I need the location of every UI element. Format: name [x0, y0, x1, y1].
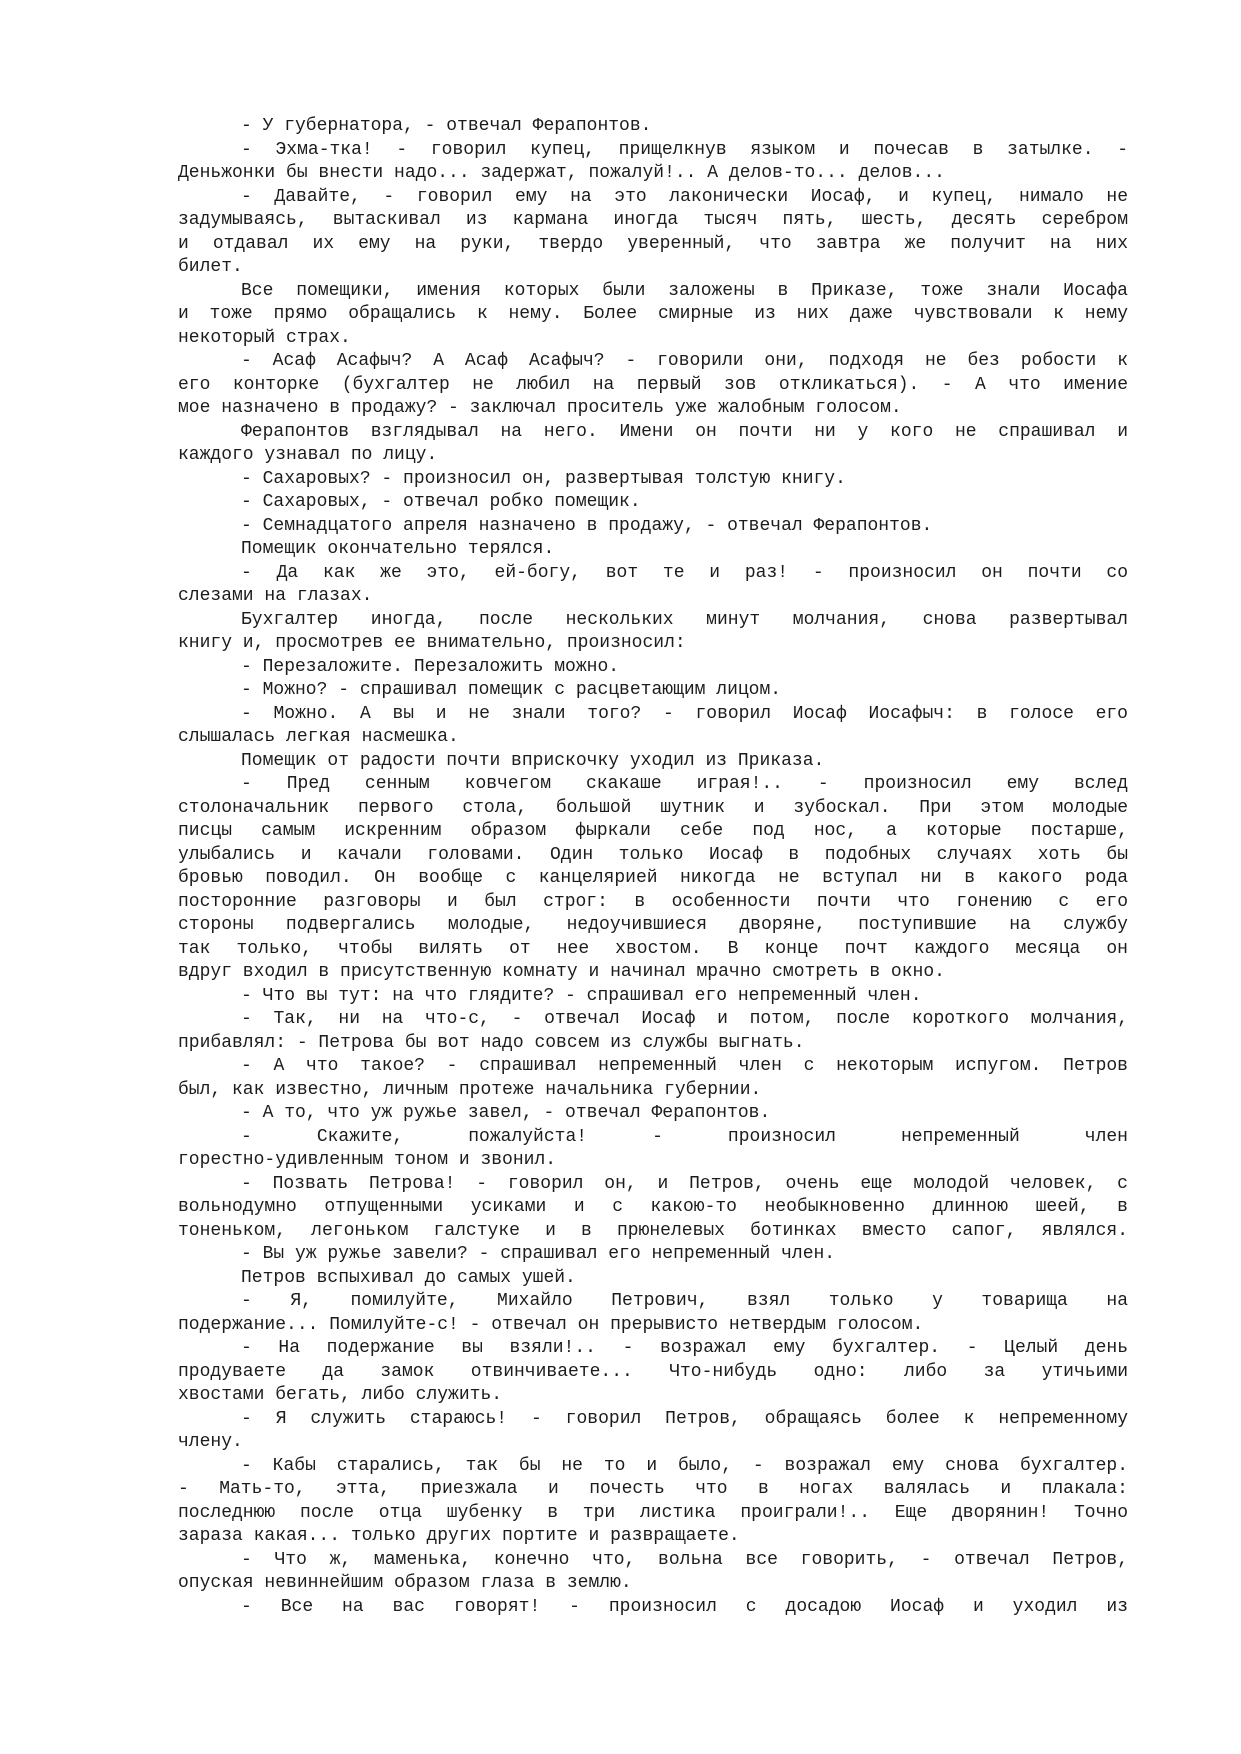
text-line: опуская невиннейшим образом глаза в землю.: [178, 1573, 632, 1593]
text-line: - А то, что уж ружье завел, - отвечал Ферапонтов.: [241, 1103, 771, 1123]
text-line: Бухгалтер иногда, после нескольких минут молчания, снова развертывал: [241, 609, 1128, 630]
text-line: книгу и, просмотрев ее внимательно, произносил:: [178, 633, 686, 653]
text-line: - Я, помилуйте, Михайло Петрович, взял только у товарища на: [241, 1291, 1128, 1311]
text-line: - На подержание вы взяли!.. - возражал ему бухгалтер. - Целый день: [241, 1338, 1128, 1358]
text-line: Петров вспыхивал до самых ушей.: [241, 1267, 576, 1288]
text-line: - Скажите, пожалуйста! - произносил непременный член: [241, 1126, 1128, 1147]
text-line: - Сахаровых? - произносил он, развертывая толстую книгу.: [241, 468, 846, 489]
text-line: - Да как же это, ей-богу, вот те и раз! - произносил он почти со: [241, 562, 1128, 583]
text-line: - Я служить стараюсь! - говорил Петров, обращаясь более к непременному: [241, 1408, 1128, 1429]
text-line: вольнодумно отпущенными усиками и с какою-то необыкновенно длинною шеей, в: [178, 1197, 1128, 1217]
text-line: Ферапонтов взглядывал на него. Имени он почти ни у кого не спрашивал и: [241, 421, 1128, 442]
text-line: мое назначено в продажу? - заключал проситель уже жалобным голосом.: [178, 398, 902, 418]
text-line: - Мать-то, этта, приезжала и почесть что в ногах валялась и плакала:: [178, 1479, 1128, 1499]
text-line: - Вы уж ружье завели? - спрашивал его непременный член.: [241, 1244, 836, 1264]
text-line: зараза какая... только других портите и развращаете.: [178, 1526, 740, 1546]
text-line: слезами на глазах.: [178, 586, 373, 606]
text-line: - А что такое? - спрашивал непременный член с некоторым испугом. Петров: [241, 1056, 1128, 1076]
text-line: - Можно. А вы и не знали того? - говорил Иосаф Иосафыч: в голосе его: [241, 703, 1128, 724]
text-line: - Что вы тут: на что глядите? - спрашивал его непременный член.: [241, 985, 922, 1006]
text-line: его конторке (бухгалтер не любил на первый зов откликаться). - А что имение: [178, 374, 1128, 395]
text-line: некоторый страх.: [178, 327, 351, 348]
text-line: - Асаф Асафыч? А Асаф Асафыч? - говорили они, подходя не без робости к: [241, 351, 1128, 371]
text-line: Помещик окончательно терялся.: [241, 539, 555, 559]
text-line: - Можно? - спрашивал помещик с расцветающим лицом.: [241, 680, 782, 700]
text-line: - У губернатора, - отвечал Ферапонтов.: [241, 116, 652, 136]
text-line: слышалась легкая насмешка.: [178, 727, 459, 747]
text-line: - Перезаложите. Перезаложить можно.: [241, 656, 620, 677]
text-line: продуваете да замок отвинчиваете... Что-нибудь одно: либо за утичьими: [178, 1361, 1128, 1382]
text-line: задумываясь, вытаскивал из кармана иногда тысяч пять, шесть, десять серебром: [178, 210, 1128, 230]
text-line: улыбались и качали головами. Один только Иосаф в подобных случаях хоть бы: [178, 844, 1128, 865]
text-line: - Сахаровых, - отвечал робко помещик.: [241, 492, 641, 512]
text-line: члену.: [178, 1432, 243, 1452]
text-line: вдруг входил в присутственную комнату и начинал мрачно смотреть в окно.: [178, 962, 945, 982]
text-line: горестно-удивленным тоном и звонил.: [178, 1150, 557, 1170]
text-line: - Семнадцатого апреля назначено в продажу, - отвечал Ферапонтов.: [241, 515, 933, 536]
text-line: - Кабы старались, так бы не то и было, - возражал ему снова бухгалтер.: [241, 1455, 1128, 1476]
text-line: - Эхма-тка! - говорил купец, прищелкнув языком и почесав в затылке. -: [241, 139, 1128, 160]
text-line: хвостами бегать, либо служить.: [178, 1385, 503, 1405]
text-line: и тоже прямо обращались к нему. Более смирные из них даже чувствовали к нему: [178, 304, 1128, 324]
text-line: тоненьком, легоньком галстуке и в прюнелевых ботинках вместо сапог, являлся.: [178, 1220, 1128, 1241]
document-body-text: [178, 115, 1128, 1619]
text-line: стороны подвергались молодые, недоучившиеся дворяне, поступившие на службу: [178, 915, 1128, 935]
text-line: прибавлял: - Петрова бы вот надо совсем из службы выгнать.: [178, 1032, 805, 1053]
text-line: каждого узнавал по лицу.: [178, 445, 438, 465]
text-line: Помещик от радости почти вприскочку уходил из Приказа.: [241, 750, 825, 771]
text-line: Все помещики, имения которых были заложены в Приказе, тоже знали Иосафа: [241, 280, 1128, 301]
text-line: билет.: [178, 257, 243, 277]
text-line: и отдавал их ему на руки, твердо уверенный, что завтра же получит на них: [178, 233, 1128, 254]
text-line: - Позвать Петрова! - говорил он, и Петров, очень еще молодой человек, с: [241, 1173, 1128, 1194]
text-line: столоначальник первого стола, большой шутник и зубоскал. При этом молодые: [178, 797, 1128, 818]
text-line: - Пред сенным ковчегом скакаше играя!.. - произносил ему вслед: [241, 774, 1128, 794]
text-line: бровью поводил. Он вообще с канцелярией никогда не вступал ни в какого рода: [178, 868, 1128, 888]
text-line: - Давайте, - говорил ему на это лаконически Иосаф, и купец, нимало не: [241, 186, 1128, 207]
text-line: так только, чтобы вилять от нее хвостом. В конце почт каждого месяца он: [178, 938, 1128, 959]
text-line: - Так, ни на что-с, - отвечал Иосаф и потом, после короткого молчания,: [241, 1009, 1128, 1029]
text-line: подержание... Помилуйте-с! - отвечал он прерывисто нетвердым голосом.: [178, 1314, 924, 1335]
text-line: был, как известно, личным протеже начальника губернии.: [178, 1079, 762, 1100]
text-line: Деньжонки бы внести надо... задержат, пожалуй!.. А делов-то... делов...: [178, 163, 945, 183]
text-line: - Все на вас говорят! - произносил с досадою Иосаф и уходил из: [241, 1596, 1128, 1617]
text-line: посторонние разговоры и был строг: в особенности почти что гонению с его: [178, 891, 1128, 912]
text-line: писцы самым искренним образом фыркали себе под нос, а которые постарше,: [178, 821, 1128, 841]
text-line: последнюю после отца шубенку в три листика проиграли!.. Еще дворянин! Точно: [178, 1502, 1128, 1523]
text-line: - Что ж, маменька, конечно что, вольна все говорить, - отвечал Петров,: [241, 1549, 1128, 1570]
